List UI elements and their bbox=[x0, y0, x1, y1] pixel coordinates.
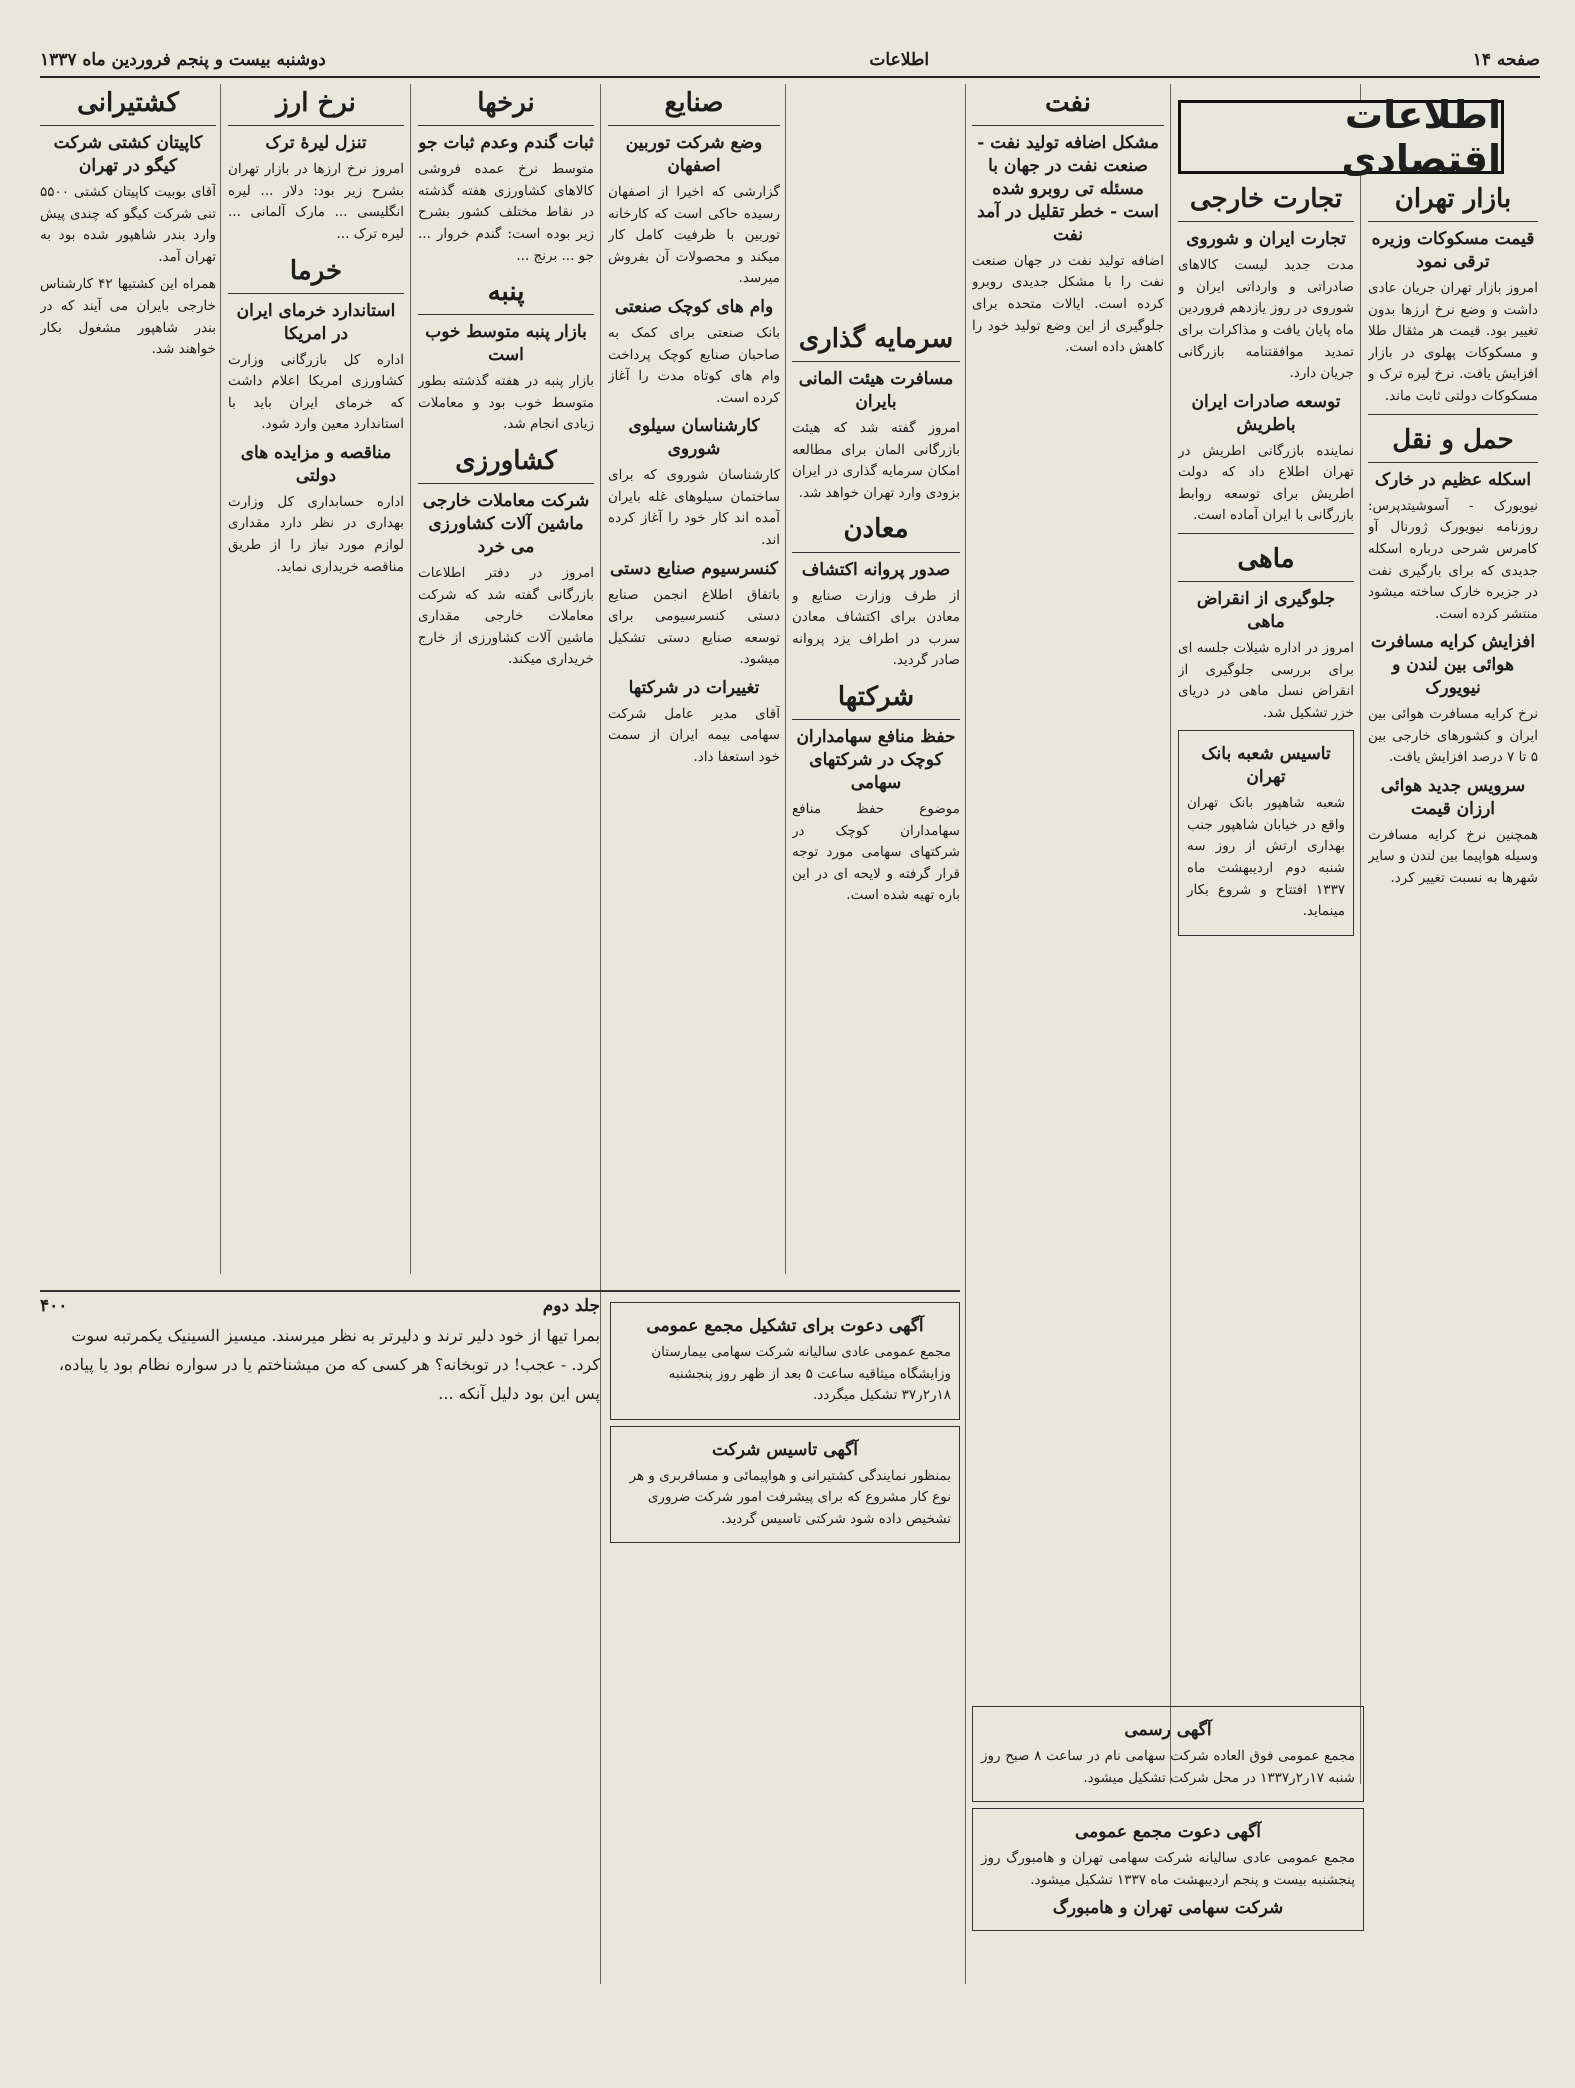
subhead: مشکل اضافه تولید نفت - صنعت نفت در جهان با مسئله تی روبرو شده است - خطر تقلیل در آمد نفت bbox=[977, 133, 1159, 245]
ads-bottom bbox=[972, 1700, 1364, 2060]
ad-title: تاسیس شعبه بانک تهران bbox=[1201, 744, 1331, 788]
article-text: کارشناسان شوروی که برای ساختمان سیلوهای غله بایران آمده اند کار خود را آغاز کرده اند. bbox=[608, 467, 780, 548]
article-text: امروز در دفتر اطلاعات بازرگانی گفته شد که شرکت معاملات خارجی مقداری ماشین آلات کشاورزی از خارج خریداری میکند. bbox=[418, 564, 594, 668]
section-divider bbox=[40, 1290, 960, 1292]
subhead: تنزل لیرهٔ ترک bbox=[265, 133, 367, 154]
ad-meeting-invite bbox=[972, 1808, 1364, 1931]
subhead: کاپیتان کشتی شرکت کیگو در تهران bbox=[53, 133, 203, 177]
subhead: حفظ منافع سهامداران کوچک در شرکتهای سهامی bbox=[796, 727, 956, 793]
headline-prices: نرخها bbox=[418, 84, 594, 126]
ad-title: آگهی رسمی bbox=[1124, 1720, 1212, 1740]
page-header bbox=[40, 44, 1540, 78]
section-masthead: اطلاعات اقتصادی bbox=[1178, 100, 1504, 174]
subhead: ثبات گندم وعدم ثبات جو bbox=[418, 133, 594, 154]
headline-transport: حمل و نقل bbox=[1368, 421, 1538, 463]
subhead: شرکت معاملات خارجی ماشین آلات کشاورزی می خرد bbox=[422, 491, 590, 557]
headline-cotton: پنبه bbox=[418, 273, 594, 315]
column-rule bbox=[1360, 84, 1361, 1784]
column-rule bbox=[785, 84, 786, 1274]
ad-general-meeting bbox=[610, 1302, 960, 1420]
article-text: اضافه تولید نفت در جهان صنعت نفت را با مشکل جدیدی روبرو کرده است. ایالات متحده برای جلوگیری از این وضع تولید خود را کاهش داده است. bbox=[972, 252, 1164, 356]
article-text: مدت جدید لیست کالاهای صادراتی و وارداتی ایران و شوروی در روز یازدهم فروردین ماه پایان یافت و مذاکرات برای تمدید موافقتنامه بازرگانی جریان دارد. bbox=[1178, 257, 1354, 382]
serial-number: ۴۰۰ bbox=[40, 1296, 68, 1316]
ad-text: شعبه شاهپور بانک تهران واقع در خیابان شاهپور جنب بهداری ارتش از روز سه شنبه دوم اردیبهشت ماه ۱۳۳۷ افتتاح و شروع بکار مینماید. bbox=[1187, 795, 1345, 920]
column-oil bbox=[972, 84, 1164, 1784]
headline-agriculture: کشاورزی bbox=[418, 442, 594, 484]
article-text: نیویورک - آسوشیتدپرس: روزنامه نیویورک ژورنال آو کامرس شرحی درباره اسکله جدیدی که برای بارگیری نفت در جزیره خارک ساخته میشود منتشر کرده است. bbox=[1368, 497, 1538, 622]
column-rule bbox=[600, 84, 601, 1984]
article-text: همراه این کشتیها ۴۲ کارشناس خارجی بایران می آیند که در بندر شاهپور مشغول بکار خواهند شد. bbox=[40, 276, 216, 358]
subhead: مناقصه و مزایده های دولتی bbox=[240, 442, 392, 486]
serial-volume: جلد دوم bbox=[542, 1296, 600, 1316]
article-text: نماینده بازرگانی اطریش در تهران اطلاع داد که دولت اطریش برای توسعه روابط بازرگانی با ایران آماده است. bbox=[1178, 442, 1354, 524]
page-number: صفحه ۱۴ bbox=[1472, 50, 1540, 70]
headline-shipping: کشتیرانی bbox=[40, 84, 216, 126]
ads-column bbox=[610, 1296, 960, 1549]
column-rule bbox=[1170, 84, 1171, 1784]
paper-name: اطلاعات bbox=[869, 50, 930, 70]
article-text: بازار پنبه در هفته گذشته بطور متوسط خوب بود و معاملات زیادی انجام شد. bbox=[418, 373, 594, 433]
article-text: امروز در اداره شیلات جلسه ای برای بررسی جلوگیری از انقراض نسل ماهی در دریای خزر تشکیل شد. bbox=[1178, 640, 1354, 721]
subhead: استاندارد خرمای ایران در امریکا bbox=[236, 300, 396, 344]
column-rule bbox=[965, 84, 966, 1984]
ad-text: بمنظور نمایندگی کشتیرانی و هواپیمائی و مسافربری و هر نوع کار مشروع که برای پیشرفت امور شرکت ضروری تشخیص داده شود شرکتی تاسیس گردید. bbox=[629, 1467, 951, 1527]
article-text: همچنین نرخ کرایه مسافرت وسیله هواپیما بین لندن و سایر شهرها به نسبت تغییر کرد. bbox=[1368, 826, 1538, 886]
subhead: تجارت ایران و شوروی bbox=[1186, 229, 1346, 250]
article-text: امروز بازار تهران جریان عادی داشت و وضع نرخ ارزها بدون تغییر بود. قیمت هر مثقال طلا و مسکوکات پهلوی در بازار افزایش یافت. نرخ لیره ترک و مسکوکات دولتی ثابت ماند. bbox=[1368, 280, 1538, 405]
article-text: نرخ کرایه مسافرت هوائی بین ایران و کشورهای خارجی بین ۵ تا ۷ درصد افزایش یافت. bbox=[1368, 706, 1538, 766]
subhead: تغییرات در شرکتها bbox=[628, 677, 760, 698]
article-text: آقای مدیر عامل شرکت سهامی بیمه ایران از سمت خود استعفا داد. bbox=[608, 705, 780, 766]
subhead: توسعه صادرات ایران باطریش bbox=[1191, 391, 1341, 435]
article-text: از طرف وزارت صنایع و معادن برای اکتشاف معادن سرب در اطراف یزد پروانه صادر گردید. bbox=[792, 587, 960, 669]
headline-bazaar: بازار تهران bbox=[1368, 180, 1538, 222]
subhead: قیمت مسکوکات وزیره ترقی نمود bbox=[1371, 229, 1535, 273]
ad-text: مجمع عمومی عادی سالیانه شرکت سهامی بیمارستان وزایشگاه میثاقیه ساعت ۵ بعد از ظهر روز پنجشنبه ۱۸ر۲ر۳۷ تشکیل میگردد. bbox=[651, 1343, 951, 1404]
subhead: اسکله عظیم در خارک bbox=[1374, 469, 1532, 490]
column-investment bbox=[792, 320, 960, 1280]
subhead: وام های کوچک صنعتی bbox=[614, 297, 774, 318]
column-rule bbox=[220, 84, 221, 1274]
ad-official bbox=[972, 1706, 1364, 1802]
headline-companies: شرکتها bbox=[792, 678, 960, 720]
article-text: آقای بوبیت کاپیتان کشتی ۵۵۰۰ تنی شرکت کیگو که چندی پیش وارد بندر شاهپور شده بود به تهران آمد. bbox=[40, 184, 216, 265]
headline-foreign-trade: تجارت خارجی bbox=[1178, 180, 1354, 222]
column-industries bbox=[608, 84, 780, 1274]
subhead: بازار پنبه متوسط خوب است bbox=[425, 322, 587, 366]
ad-title: آگهی تاسیس شرکت bbox=[711, 1439, 859, 1460]
ad-title: آگهی دعوت مجمع عمومی bbox=[1074, 1822, 1262, 1843]
issue-date: دوشنبه بیست و پنجم فروردین ماه ۱۳۳۷ bbox=[40, 50, 326, 70]
ad-text: مجمع عمومی عادی سالیانه شرکت سهامی تهران و هامبورگ روز پنجشنبه بیست و پنجم اردیبهشت ماه ۱۳۳۷ تشکیل میشود. bbox=[981, 1850, 1355, 1888]
column-exchange bbox=[228, 84, 404, 1274]
article-text: امروز نرخ ارزها در بازار تهران بشرح زیر بود: دلار ... لیره انگلیسی ... مارک آلمانی ... لیره ترک ... bbox=[228, 161, 404, 242]
serial-text: بمرا تیها از خود دلیر ترند و دلیرتر به نظر میرسند. میسیز السینیک یکمرتبه سوت کرد. - عجب! در توبخانه؟ هر کسی که من میشناختم یا در سواره نظام بود یا پیاده، پس این بود دلیل آنکه ... bbox=[58, 1326, 600, 1403]
subhead: مسافرت هیئت المانی بایران bbox=[798, 369, 954, 413]
subhead: جلوگیری از انقراض ماهی bbox=[1196, 589, 1336, 633]
article-text: امروز گفته شد که هیئت بازرگانی المان برای مطالعه امکان سرمایه گذاری در ایران بزودی وارد تهران خواهد شد. bbox=[792, 420, 960, 501]
subhead: افزایش کرایه مسافرت هوائی بین لندن و نیویورک bbox=[1370, 632, 1536, 699]
article-text: بانک صنعتی برای کمک به صاحبان صنایع کوچک پرداخت وام های کوتاه مدت را آغاز کرده است. bbox=[608, 324, 780, 406]
headline-oil: نفت bbox=[972, 84, 1164, 126]
article-text: متوسط نرخ عمده فروشی کالاهای کشاورزی هفته گذشته در نقاط مختلف کشور بشرح زیر بوده است: گندم خروار ... جو ... برنج ... bbox=[418, 161, 594, 264]
subhead: صدور پروانه اکتشاف bbox=[801, 559, 951, 580]
subhead: کارشناسان سیلوی شوروی bbox=[628, 416, 760, 460]
article-text: گزارشی که اخیرا از اصفهان رسیده حاکی است که کارخانه توربین با ظرفیت کامل کار میکند و محصولات آن بفروش میرسد. bbox=[608, 184, 780, 287]
column-bazaar bbox=[1368, 180, 1538, 1880]
headline-investment: سرمایه گذاری bbox=[792, 320, 960, 362]
column-foreign-trade bbox=[1178, 180, 1354, 1880]
bank-ad bbox=[1178, 730, 1354, 935]
serial-header bbox=[40, 1296, 600, 1316]
article-text: اداره حسابداری کل وزارت بهداری در نظر دارد مقداری لوازم مورد نیاز را از طریق مناقصه خریداری نماید. bbox=[228, 493, 404, 575]
column-rule bbox=[410, 84, 411, 1274]
subhead: وضع شرکت توربین اصفهان bbox=[625, 133, 763, 177]
article-text: باتفاق اطلاع انجمن صنایع دستی کنسرسیومی برای توسعه صنایع دستی تشکیل میشود. bbox=[608, 586, 780, 668]
subhead: سرویس جدید هوائی ارزان قیمت bbox=[1380, 775, 1526, 819]
article-text: اداره کل بازرگانی وزارت کشاورزی امریکا اعلام داشت که خرمای ایران باید با استاندارد معین وارد شود. bbox=[228, 351, 404, 433]
headline-industries: صنایع bbox=[608, 84, 780, 126]
column-prices bbox=[418, 84, 594, 1274]
ad-signature: شرکت سهامی تهران و هامبورگ bbox=[1052, 1898, 1284, 1919]
serial-story bbox=[40, 1322, 600, 1414]
ad-title: آگهی دعوت برای تشکیل مجمع عمومی bbox=[646, 1316, 924, 1336]
column-shipping bbox=[40, 84, 216, 1274]
ad-text: مجمع عمومی فوق العاده شرکت سهامی نام در ساعت ۸ صبح روز شنبه ۱۷ر۲ر۱۳۳۷ در محل شرکت تشکیل میشود. bbox=[981, 1747, 1355, 1786]
headline-dates: خرما bbox=[228, 252, 404, 294]
headline-fish: ماهی bbox=[1178, 540, 1354, 582]
ad-company-founding bbox=[610, 1426, 960, 1544]
headline-exchange: نرخ ارز bbox=[228, 84, 404, 126]
headline-mines: معادن bbox=[792, 510, 960, 552]
subhead: کنسرسیوم صنایع دستی bbox=[610, 558, 778, 579]
article-text: موضوع حفظ منافع سهامداران کوچک در شرکتهای سهامی مورد توجه قرار گرفته و لایحه ای در این باره تهیه شده است. bbox=[792, 800, 960, 904]
